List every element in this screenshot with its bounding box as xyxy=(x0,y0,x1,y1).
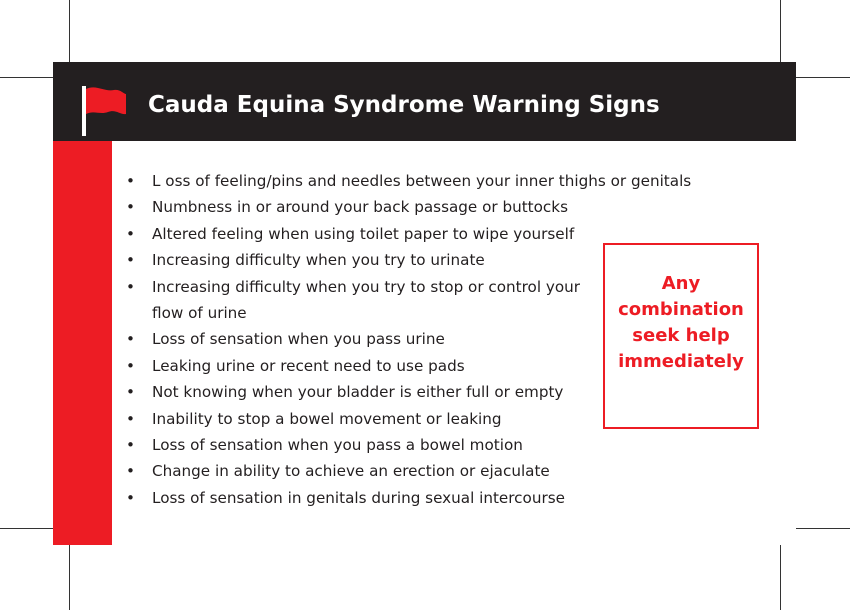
list-item: • Increasing difficulty when you try to stop or control your flow of urine xyxy=(124,274,582,327)
callout-line: Any xyxy=(661,273,701,294)
callout-line: immediately xyxy=(618,351,744,372)
list-item: • Altered feeling when using toilet paper to wipe yourself xyxy=(124,221,724,247)
list-item: • Inability to stop a bowel movement or leaking xyxy=(124,406,724,432)
list-item: • Numbness in or around your back passage or buttocks xyxy=(124,194,724,220)
crop-mark xyxy=(796,77,850,78)
list-item: • Loss of sensation when you pass a bowel motion xyxy=(124,432,724,458)
crop-mark xyxy=(780,0,781,62)
list-item: • L oss of feeling/pins and needles between your inner thighs or genitals xyxy=(124,168,724,194)
list-item: • Change in ability to achieve an erection or ejaculate xyxy=(124,458,724,484)
crop-mark xyxy=(69,545,70,610)
list-item: • Increasing difficulty when you try to urinate xyxy=(124,247,724,273)
callout-box xyxy=(603,243,759,429)
accent-bar xyxy=(53,141,112,545)
callout-line: combination xyxy=(618,299,744,320)
crop-mark xyxy=(0,77,53,78)
crop-mark xyxy=(796,528,850,529)
red-flag-icon xyxy=(80,84,130,136)
list-item: • Leaking urine or recent need to use pads xyxy=(124,353,724,379)
list-item: • Loss of sensation when you pass urine xyxy=(124,326,724,352)
callout-line: seek help xyxy=(632,325,730,346)
crop-mark xyxy=(69,0,70,62)
page-title: Cauda Equina Syndrome Warning Signs xyxy=(148,92,660,118)
crop-mark xyxy=(0,528,53,529)
callout-text xyxy=(605,271,757,375)
crop-mark xyxy=(780,545,781,610)
list-item: • Loss of sensation in genitals during sexual intercourse xyxy=(124,485,724,511)
list-item: • Not knowing when your bladder is either full or empty xyxy=(124,379,724,405)
